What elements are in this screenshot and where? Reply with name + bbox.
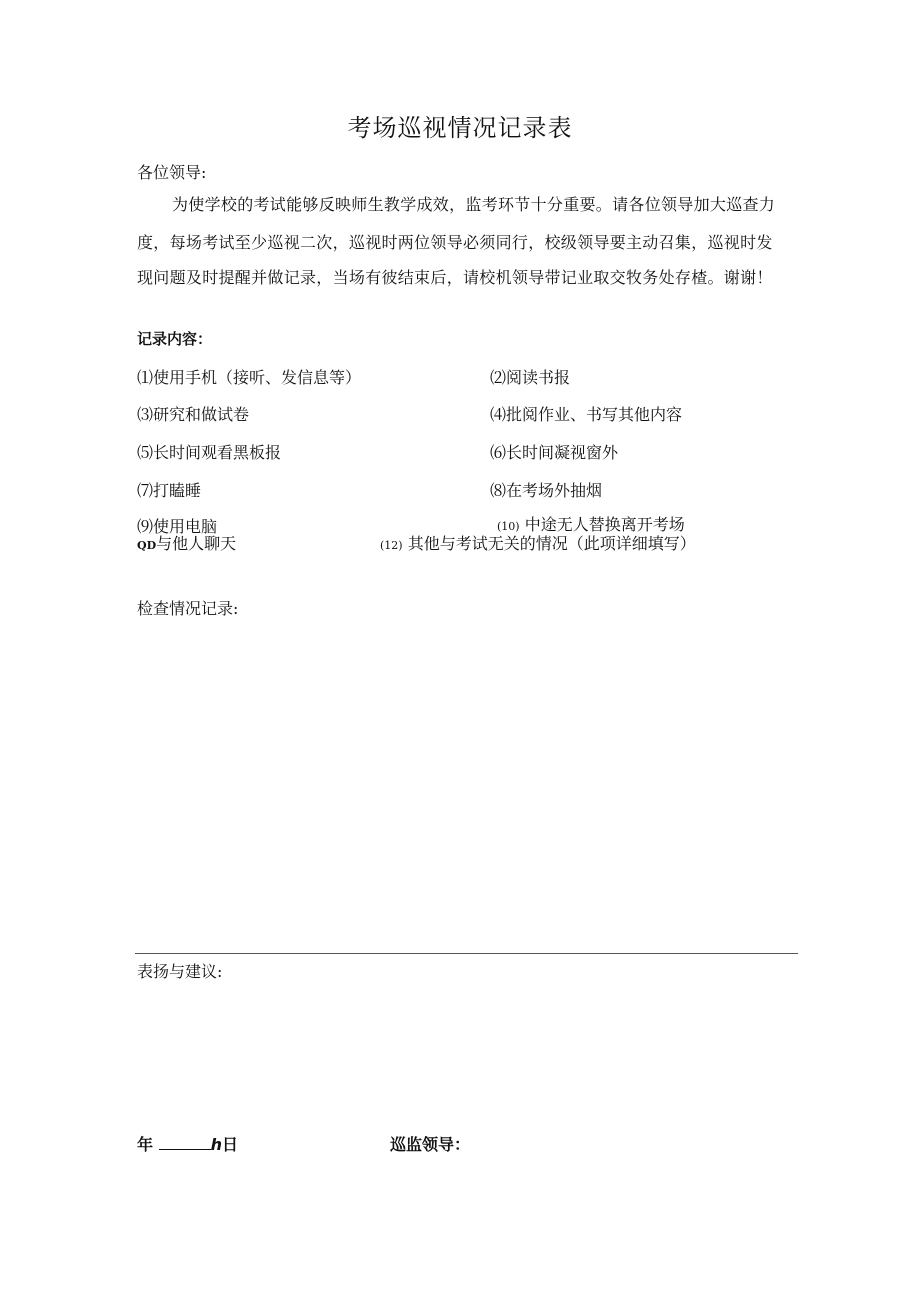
record-item-6: ⑹长时间凝视窗外 [490,443,619,462]
day-label: 日 [221,1135,238,1154]
record-item-5: ⑸长时间观看黑板报 [137,443,282,462]
record-item-11-text: 与他人聊天 [156,534,237,553]
salutation: 各位领导: [137,163,207,182]
record-item-7: ⑺打瞌睡 [137,481,202,500]
praise-suggestion-label: 表扬与建议: [137,962,223,981]
record-item-9: ⑼使用电脑 [137,517,218,536]
section-divider [135,953,798,954]
patrol-leader-label: 巡监领导： [390,1135,471,1154]
record-heading: 记录内容： [137,330,213,348]
date-line [137,1132,238,1155]
record-item-12-text: 其他与考试无关的情况（此项详细填写） [407,534,696,553]
record-item-10-number: (10) [497,520,520,533]
paragraph-line-1: 为使学校的考试能够反映师生教学成效，监考环节十分重要。请各位领导加大巡查力 [172,195,776,214]
inspection-record-label: 检查情况记录: [137,599,239,618]
record-item-10-text: 中途无人替换离开考场 [524,515,685,534]
record-item-11-number: QD [137,539,157,552]
record-item-8: ⑻在考场外抽烟 [490,481,603,500]
month-blank [159,1135,211,1150]
record-item-1: ⑴使用手机（接听、发信息等） [137,368,362,387]
record-item-2: ⑵阅读书报 [490,368,571,387]
month-label: h [210,1135,222,1154]
paragraph-line-2: 度，每场考试至少巡视二次，巡视时两位领导必须同行，校级领导要主动召集，巡视时发 [137,233,773,252]
record-item-4: ⑷批阅作业、书写其他内容 [490,405,683,424]
year-label: 年 [137,1135,154,1154]
record-item-12-number: (12) [380,539,403,552]
page-title: 考场巡视情况记录表 [347,114,573,142]
record-item-3: ⑶研究和做试卷 [137,405,250,424]
record-item-12 [380,531,696,554]
record-item-11 [137,531,236,554]
paragraph-line-3: 现问题及时提醒并做记录，当场有彼结束后，请校机领导带记业取交牧务处存楂。谢谢！ [137,268,773,287]
